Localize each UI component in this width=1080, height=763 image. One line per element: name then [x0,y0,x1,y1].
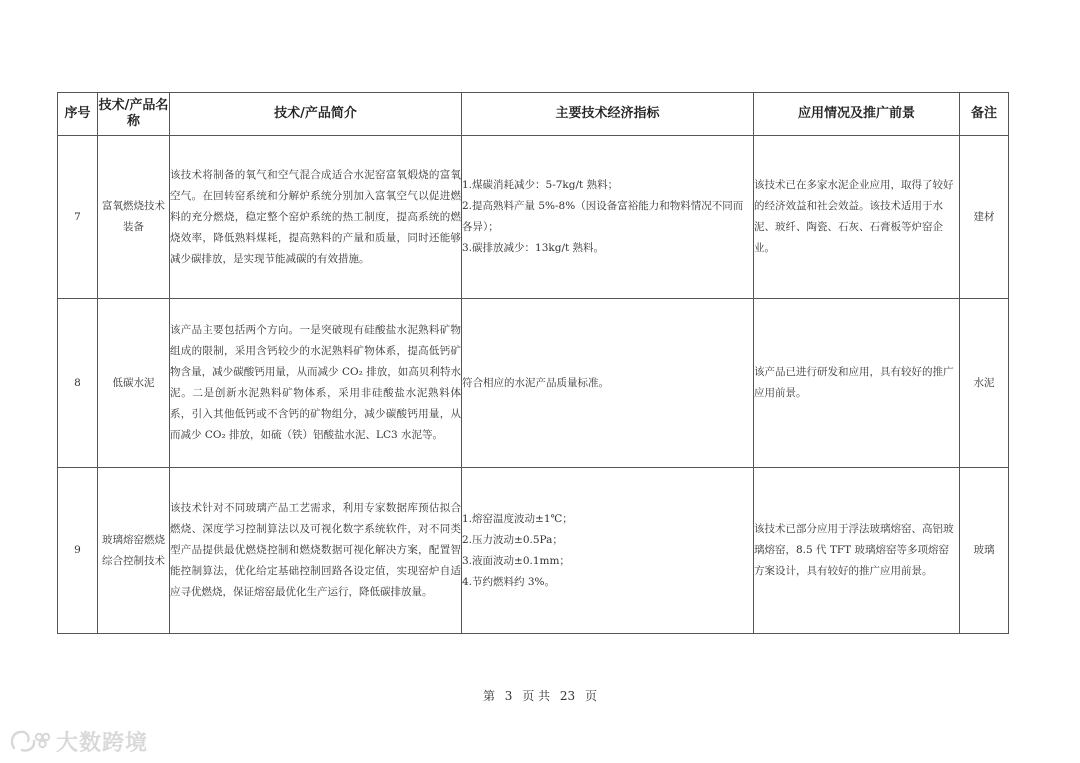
indicator-line: 1.煤碳消耗减少：5-7kg/t 熟料； [462,179,619,191]
row-seq: 9 [58,468,98,634]
indicator-line: 3.液面波动±0.1mm； [462,554,570,567]
row-name-line: 富氧燃烧技术 [102,200,165,212]
row-indicators [462,136,754,299]
page-footer [0,687,1080,704]
row-desc: 该产品主要包括两个方向。一是突破现有硅酸盐水泥熟料矿物组成的限制，采用含钙较少的水泥熟料矿物体系，提高低钙矿物含量，减少碳酸钙用量，从而减少 CO₂ 排放，如高贝利特水泥。二是创新水泥熟料矿物体系，采用非硅酸盐水泥熟料体系，引入其他低钙或不含钙的矿物组分，减少碳酸钙用量，从而减少 CO₂ 排放，如硫（铁）铝酸盐水泥、LC3 水泥等。 [170,299,462,468]
indicator-line: 3.碳排放减少：13kg/t 熟料。 [462,242,605,254]
indicator-line: 1.熔窑温度波动±1℃； [462,512,573,525]
row-seq: 8 [58,299,98,468]
indicator-line: 2.压力波动±0.5Pa； [462,533,563,546]
row-application: 该技术已在多家水泥企业应用，取得了较好的经济效益和社会效益。该技术适用于水泥、玻纤、陶瓷、石灰、石膏板等炉窑企业。 [754,136,960,299]
row-name [98,468,170,634]
footer-prefix: 第 [482,689,495,703]
watermark [8,726,148,756]
row-application: 该技术已部分应用于浮法玻璃熔窑、高铝玻璃熔窑，8.5 代 TFT 玻璃熔窑等多项熔窑方案设计，具有较好的推广应用前景。 [754,468,960,634]
indicator-line: 符合相应的水泥产品质量标准。 [462,376,609,389]
watermark-text: 大数跨境 [56,730,149,756]
row-name-line: 玻璃熔窑燃烧 [102,533,165,546]
table-header-row [58,93,1009,136]
table-row [58,468,1009,634]
row-application: 该产品已进行研发和应用，具有较好的推广应用前景。 [754,299,960,468]
row-note: 建材 [960,136,1009,299]
brand-logo-icon [8,728,52,754]
header-name: 技术/产品名称 [98,93,170,136]
row-seq: 7 [58,136,98,299]
table-row [58,136,1009,299]
row-name [98,299,170,468]
footer-page-number: 3 [504,689,513,703]
indicator-line: 4.节约燃料约 3%。 [462,575,556,588]
footer-middle: 页 共 [522,689,551,703]
footer-total-pages: 23 [559,689,576,703]
row-desc: 该技术将制备的氧气和空气混合成适合水泥窑富氧煅烧的富氧空气。在回转窑系统和分解炉系统分别加入富氧空气以促进燃料的充分燃烧，稳定整个窑炉系统的热工制度，提高系统的燃烧效率，降低熟料煤耗，提高熟料的产量和质量，同时还能够减少碳排放，是实现节能减碳的有效措施。 [170,136,462,299]
footer-suffix: 页 [585,689,598,703]
row-name [98,136,170,299]
header-application: 应用情况及推广前景 [754,93,960,136]
indicator-line: 2.提高熟料产量 5%-8%（因设备富裕能力和物料情况不同而各异）； [462,200,744,233]
row-note: 玻璃 [960,468,1009,634]
header-seq: 序号 [58,93,98,136]
row-desc: 该技术针对不同玻璃产品工艺需求，利用专家数据库预估拟合燃烧、深度学习控制算法以及可视化数字系统软件，对不同类型产品提供最优燃烧控制和燃烧数据可视化解决方案，配置智能控制算法，优化给定基础控制回路各设定值，实现窑炉自适应寻优燃烧，保证熔窑最优化生产运行，降低碳排放量。 [170,468,462,634]
row-name-line: 综合控制技术 [102,554,165,567]
header-indicators: 主要技术经济指标 [462,93,754,136]
header-desc: 技术/产品简介 [170,93,462,136]
row-indicators [462,299,754,468]
header-note: 备注 [960,93,1009,136]
row-name-line: 低碳水泥 [112,376,155,389]
row-note: 水泥 [960,299,1009,468]
table-row [58,299,1009,468]
row-indicators [462,468,754,634]
row-name-line: 装备 [123,221,144,233]
tech-catalog-table [57,92,1009,634]
